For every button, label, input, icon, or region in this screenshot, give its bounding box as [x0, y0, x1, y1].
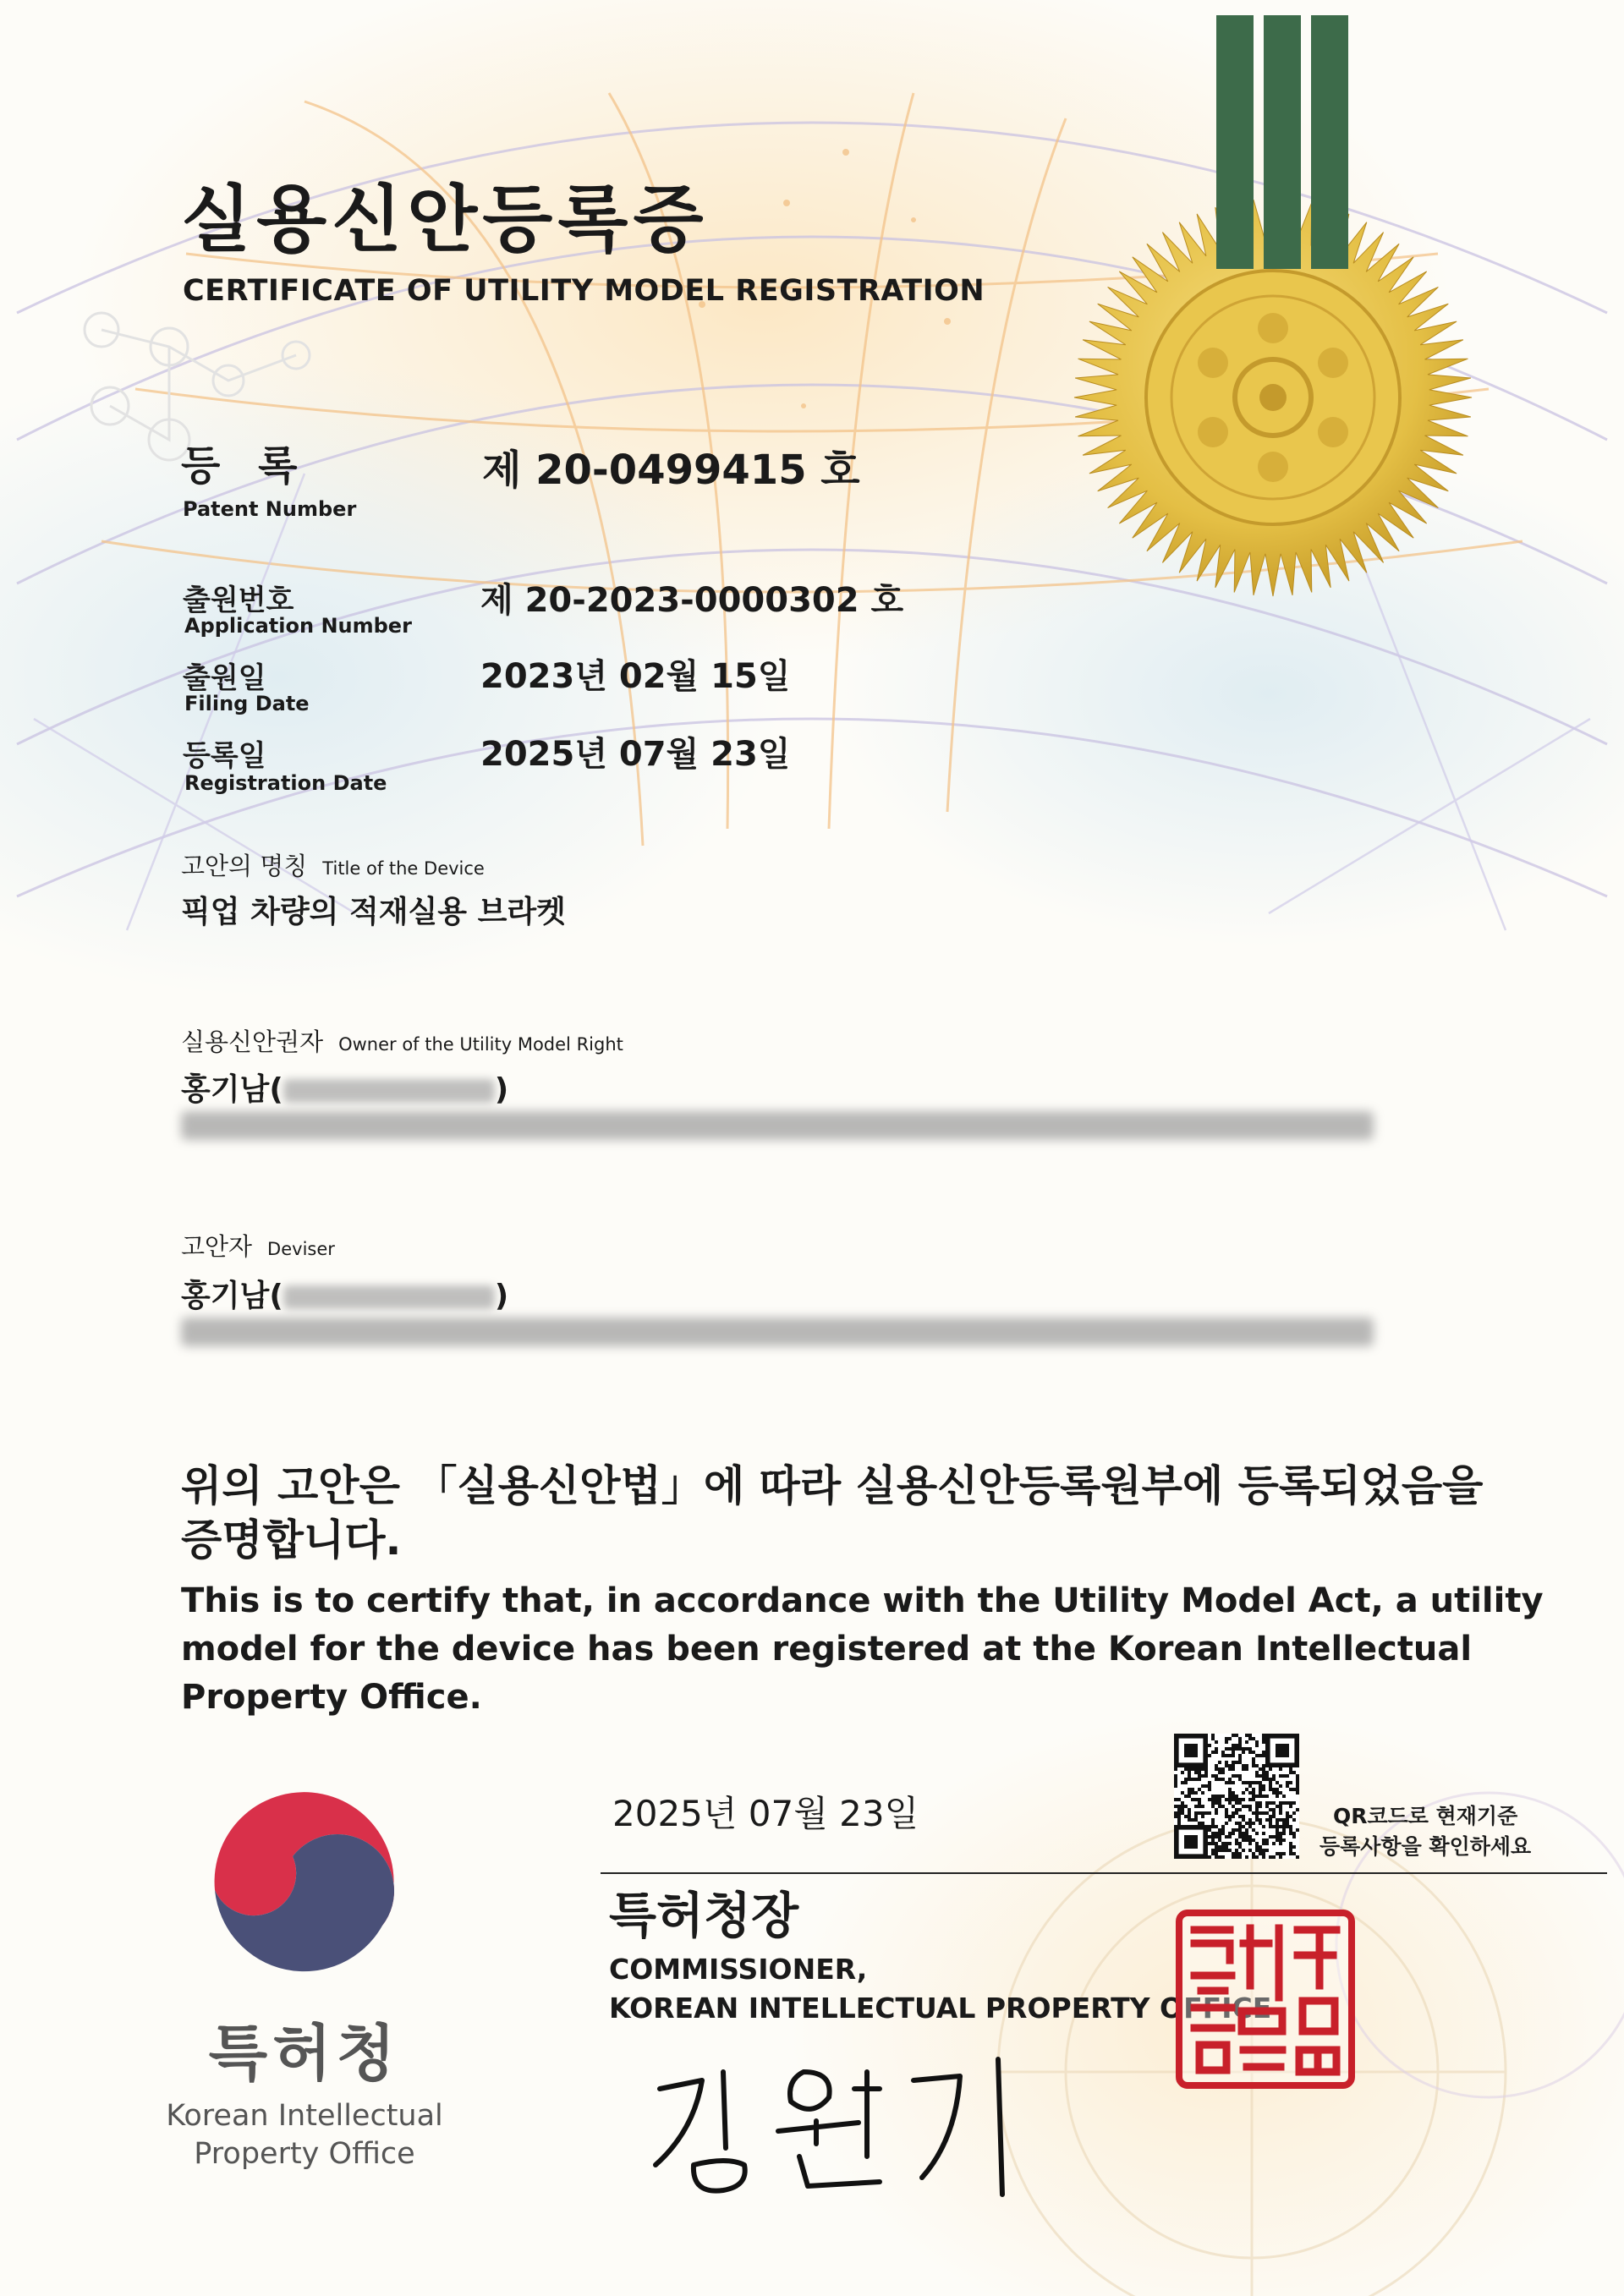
- device-title: 픽업 차량의 적재실용 브라켓: [181, 895, 566, 929]
- owner-label: [181, 1023, 623, 1058]
- deviser-label-ko: 고안자: [181, 1232, 253, 1261]
- deviser-label: [181, 1228, 335, 1263]
- redacted-deviser-address: [181, 1318, 1374, 1346]
- commissioner-title-en-line2: KOREAN INTELLECTUAL PROPERTY OFFICE: [609, 1992, 1272, 2025]
- certification-text-ko: 위의 고안은 「실용신안법」에 따라 실용신안등록원부에 등록되었음을 증명합니다.: [181, 1461, 1484, 1564]
- registration-label-en: Patent Number: [183, 497, 357, 521]
- kipo-name-ko: 특허청: [208, 2018, 401, 2089]
- registration-date: 2025년 07월 23일: [480, 735, 791, 774]
- filing-label-ko: 출원일: [183, 661, 266, 695]
- filing-label-en: Filing Date: [184, 692, 310, 715]
- ribbon-stripe: [1311, 15, 1348, 269]
- registration-label-ko: 등 록: [181, 442, 310, 490]
- certificate-title-ko: 실용신안등록증: [181, 178, 709, 262]
- deviser-name-text: 홍기남(: [181, 1279, 283, 1313]
- kipo-name-en-line2: Property Office: [194, 2137, 415, 2171]
- deviser-name: [181, 1272, 508, 1315]
- signature-rule: [601, 1872, 1607, 1874]
- qr-note-line1: QR코드로 현재기준: [1332, 1804, 1518, 1828]
- application-label-ko: 출원번호: [183, 584, 294, 617]
- kipo-name-en: [161, 2097, 448, 2173]
- kipo-logo-icon: [207, 1784, 402, 1979]
- owner-name-text: 홍기남(: [181, 1072, 283, 1107]
- owner-label-ko: 실용신안권자: [181, 1027, 324, 1056]
- reg-date-label-en: Registration Date: [184, 771, 387, 795]
- redacted-id: [283, 1285, 495, 1309]
- certification-text-en: This is to certify that, in accordance with the Utility Model Act, a utility model for the device has been registered at the Korean Intellectual Property Office.: [181, 1581, 1544, 1717]
- application-number: 제 20-2023-0000302 호: [480, 581, 904, 620]
- qr-code-icon[interactable]: [1174, 1734, 1299, 1859]
- commissioner-title-en: [609, 1950, 1271, 2028]
- ribbon-stripe: [1264, 15, 1301, 269]
- certificate-title-en: CERTIFICATE OF UTILITY MODEL REGISTRATION: [183, 274, 985, 308]
- qr-note-line2: 등록사항을 확인하세요: [1320, 1834, 1532, 1859]
- owner-name: [181, 1066, 508, 1109]
- ribbon-stripe: [1216, 15, 1254, 269]
- deviser-name-close: ): [494, 1279, 509, 1313]
- official-seal-icon: [1176, 1910, 1355, 2089]
- owner-label-en: Owner of the Utility Model Right: [338, 1034, 623, 1055]
- signing-date: 2025년 07월 23일: [612, 1793, 919, 1834]
- device-title-label-ko: 고안의 명칭: [181, 852, 308, 880]
- commissioner-title-ko: 특허청장: [609, 1887, 799, 1944]
- handwritten-signature: [643, 2038, 1032, 2199]
- kipo-name-en-line1: Korean Intellectual: [166, 2099, 443, 2133]
- registration-number: 제 20-0499415 호: [482, 447, 860, 494]
- filing-date: 2023년 02월 15일: [480, 657, 791, 696]
- owner-name-close: ): [494, 1072, 509, 1107]
- deviser-label-en: Deviser: [267, 1239, 335, 1259]
- application-label-en: Application Number: [184, 614, 412, 638]
- device-title-label-en: Title of the Device: [322, 858, 485, 879]
- commissioner-title-en-line1: COMMISSIONER,: [609, 1953, 868, 1986]
- reg-date-label-ko: 등록일: [183, 739, 266, 773]
- redacted-id: [283, 1079, 495, 1103]
- device-title-label: [181, 847, 485, 882]
- redacted-owner-address: [181, 1111, 1374, 1140]
- qr-note: [1320, 1801, 1531, 1862]
